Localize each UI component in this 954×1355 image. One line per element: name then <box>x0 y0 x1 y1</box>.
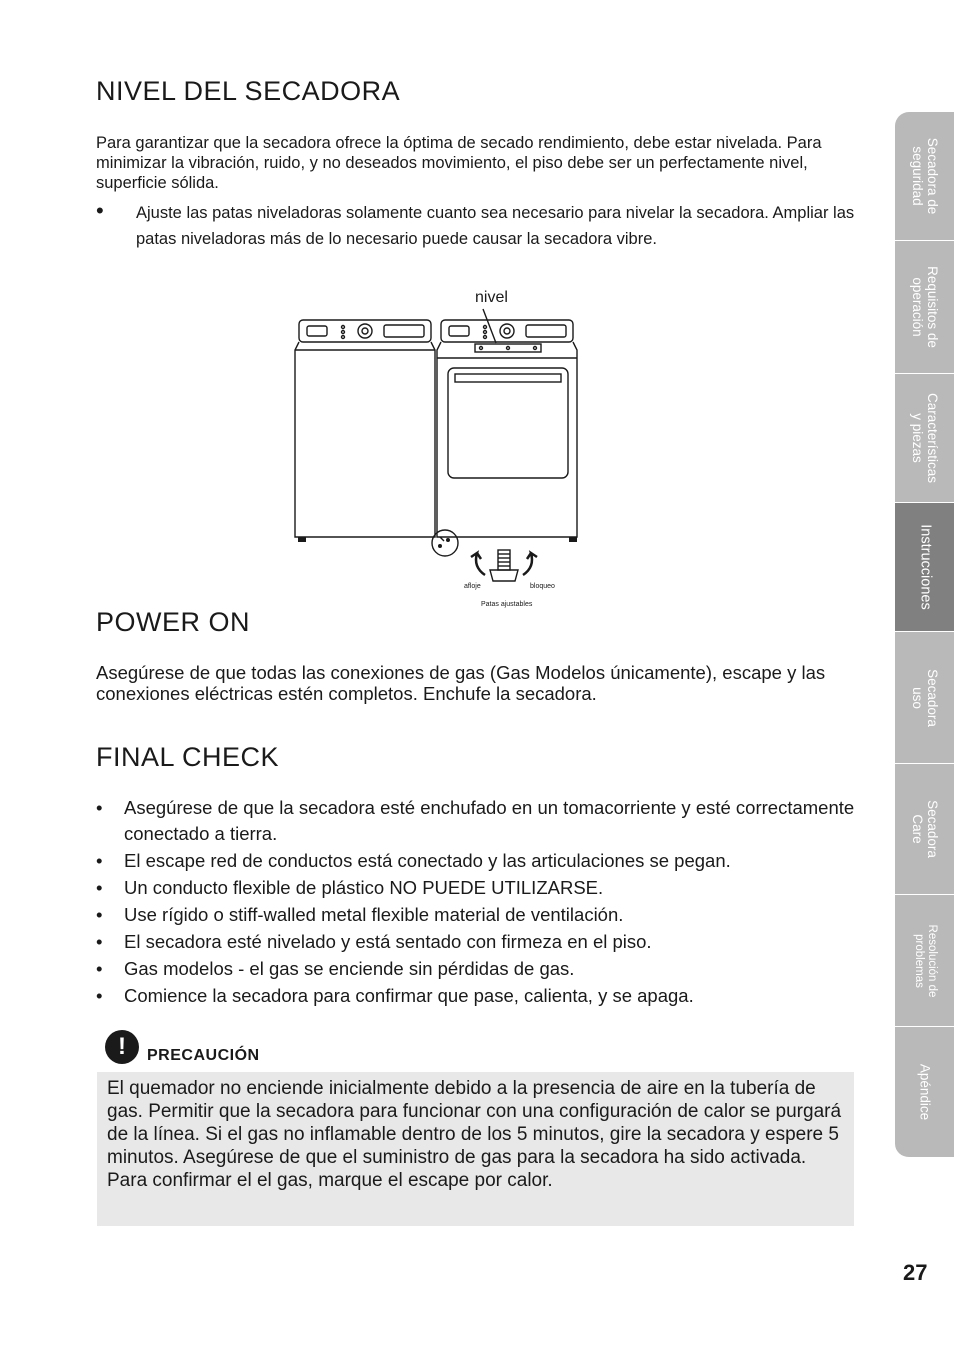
bullet-text: Ajuste las patas niveladoras solamente cuanto sea necesario para nivelar la secadora. Ampliar las patas niveladoras más de lo necesario puede causar la secadora vibre. <box>136 204 855 248</box>
bullet-text: El secadora esté nivelado y está sentado con firmeza en el piso. <box>124 931 652 952</box>
figure-loosen-label: afloje <box>464 583 481 590</box>
figure-feet-label: Patas ajustables <box>481 601 533 608</box>
bullet-icon: • <box>96 877 103 898</box>
appliance-illustration <box>285 285 595 615</box>
list-item <box>96 956 884 982</box>
washer-dryer-level-figure <box>285 285 595 615</box>
tab-label: Requisitos de operación <box>909 266 940 348</box>
power-on-paragraph: Asegúrese de que todas las conexiones de gas (Gas Modelos únicamente), escape y las conexiones eléctricas estén completos. Enchufe la secadora. <box>96 662 826 704</box>
figure-lock-label: bloqueo <box>530 583 555 590</box>
list-item <box>96 929 884 955</box>
page-number: 27 <box>903 1260 928 1285</box>
bullet-icon: • <box>96 985 103 1006</box>
tab-label: Secadora Care <box>909 800 940 858</box>
tab-label: Características y piezas <box>909 392 940 484</box>
tab-caracteristicas-y-piezas[interactable] <box>895 374 954 503</box>
tab-apendice[interactable] <box>895 1027 954 1158</box>
bullet-text: Gas modelos - el gas se enciende sin pérdidas de gas. <box>124 958 575 979</box>
bullet-icon: • <box>96 904 103 925</box>
tab-label: Apéndice <box>917 1063 932 1121</box>
section-title-final-check: FINAL CHECK <box>96 742 280 772</box>
bullet-icon: • <box>96 931 103 952</box>
bullet-text: Use rígido o stiff-walled metal flexible material de ventilación. <box>124 904 624 925</box>
tab-requisitos-de-operacion[interactable] <box>895 241 954 374</box>
bullet-text: Comience la secadora para confirmar que pase, calienta, y se apaga. <box>124 985 694 1006</box>
list-item <box>96 795 884 847</box>
section-title-level: NIVEL DEL SECADORA <box>96 76 401 106</box>
tab-instrucciones[interactable] <box>895 503 954 632</box>
caution-box <box>97 1072 854 1226</box>
caution-exclamation-icon: ! <box>105 1030 139 1064</box>
tab-label: Secadora uso <box>909 668 940 727</box>
tab-secadora-care[interactable] <box>895 764 954 895</box>
tab-secadora-de-seguridad[interactable] <box>895 112 954 241</box>
bullet-icon: • <box>96 797 103 818</box>
bullet-text: Asegúrese de que la secadora esté enchufado en un tomacorriente y esté correctamente conectado a tierra. <box>124 797 855 844</box>
figure-level-label: nivel <box>475 289 508 306</box>
tab-label: Secadora de seguridad <box>909 137 940 215</box>
bullet-text: Un conducto flexible de plástico NO PUEDE UTILIZARSE. <box>124 877 604 898</box>
tab-label: Resolución de problemas <box>912 924 938 997</box>
list-item <box>96 902 884 928</box>
list-item <box>96 848 884 874</box>
list-item <box>96 198 876 252</box>
final-check-list <box>96 795 884 1010</box>
list-item <box>96 983 884 1009</box>
bullet-icon: • <box>96 198 104 223</box>
list-item <box>96 875 884 901</box>
bullet-icon: • <box>96 850 103 871</box>
tab-label: Instrucciones <box>917 524 933 610</box>
bullet-icon: • <box>96 958 103 979</box>
level-intro-paragraph: Para garantizar que la secadora ofrece la óptima de secado rendimiento, debe estar nivelada. Para minimizar la vibración, ruido, y no deseados movimiento, el piso debe ser un perfectamente nivel, superficie sólida. <box>96 134 822 192</box>
caution-text: El quemador no enciende inicialmente debido a la presencia de aire en la tubería de gas. Permitir que la secadora para funcionar con una configuración de calor se purgará de la línea. Si el gas no inflamable dentro de los 5 minutos, gire la secadora y espere 5 minutos. Asegúrese de que el suministro de gas para la secadora ha sido activada. Para confirmar el el gas, marque el escape por calor. <box>107 1078 842 1191</box>
tab-secadora-uso[interactable] <box>895 632 954 764</box>
caution-title: PRECAUCIÓN <box>147 1047 260 1064</box>
section-title-power-on: POWER ON <box>96 607 251 637</box>
tab-resolucion-de-problemas[interactable] <box>895 895 954 1027</box>
level-bullet-list <box>96 198 876 252</box>
bullet-text: El escape red de conductos está conectado y las articulaciones se pegan. <box>124 850 731 871</box>
